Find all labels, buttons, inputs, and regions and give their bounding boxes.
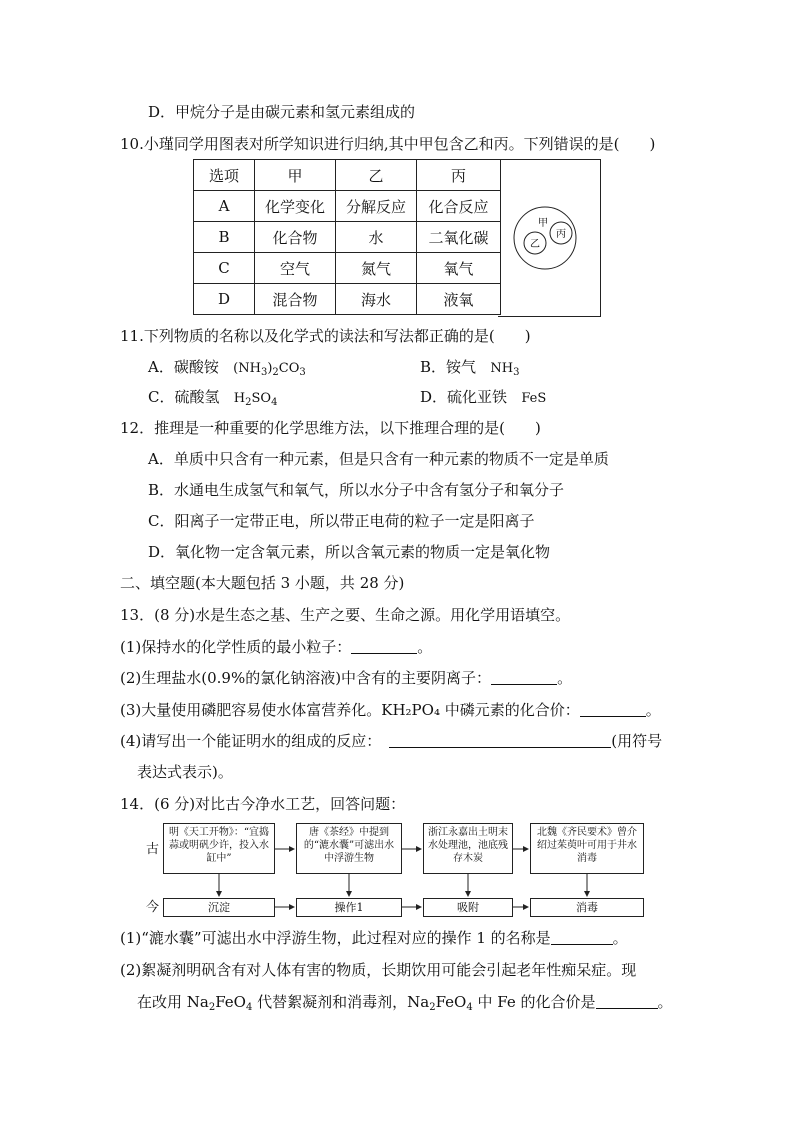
ancient-box-1: 明《天工开物》：“宜捣蒜或明矾少许，投入水缸中” xyxy=(163,823,275,874)
modern-box-1: 沉淀 xyxy=(163,898,275,917)
table-cell: 海水 xyxy=(336,284,417,315)
q11-stem: 11.下列物质的名称以及化学式的读法和写法都正确的是( ) xyxy=(120,327,531,345)
table-cell: 液氧 xyxy=(417,284,501,315)
table-header: 甲 xyxy=(255,160,336,191)
modern-box-2: 操作1 xyxy=(296,898,402,917)
q11-option-a: A．碳酸铵 $(NH_3)_2CO_3$ xyxy=(148,358,306,378)
venn-outer-label: 甲 xyxy=(538,218,548,229)
q12-option-a: A．单质中只含有一种元素，但是只含有一种元素的物质不一定是单质 xyxy=(148,450,609,468)
table-cell: B xyxy=(194,222,255,253)
q14-part2-line2: 在改用 $Na_2FeO_4$ 代替絮凝剂和消毒剂，$Na_2FeO_4$ 中 Fe 的化合价是 。 xyxy=(137,993,673,1013)
formula: FeS xyxy=(521,391,547,406)
ancient-box-3: 浙江永嘉出土明末水处理池，池底残存木炭 xyxy=(423,823,513,874)
venn-left-label: 乙 xyxy=(530,239,540,250)
table-cell: 水 xyxy=(336,222,417,253)
modern-box-4: 消毒 xyxy=(530,898,644,917)
part-text: (2)生理盐水(0.9%的氯化钠溶液)中含有的主要阴离子： xyxy=(120,669,492,687)
section-heading: 二、填空题(本大题包括 3 小题，共 28 分) xyxy=(120,574,405,592)
table-cell: 二氧化碳 xyxy=(417,222,501,253)
table-cell: 化合反应 xyxy=(417,191,501,222)
row-label-modern: 今 xyxy=(146,900,160,915)
q10-stem: 10.小瑾同学用图表对所学知识进行归纳,其中甲包含乙和丙。下列错误的是( ) xyxy=(120,135,656,153)
table-cell: D xyxy=(194,284,255,315)
part-text: (1)保持水的化学性质的最小粒子： xyxy=(120,638,352,656)
q12-stem: 12．推理是一种重要的化学思维方法，以下推理合理的是( ) xyxy=(120,419,541,437)
option-label: C．硫酸氢 xyxy=(148,388,220,406)
table-cell: 化学变化 xyxy=(255,191,336,222)
q12-option-b: B．水通电生成氢气和氧气，所以水分子中含有氢分子和氧分子 xyxy=(148,481,565,499)
venn-right-label: 丙 xyxy=(556,229,566,240)
table-cell: 混合物 xyxy=(255,284,336,315)
modern-box-3: 吸附 xyxy=(423,898,513,917)
q11-option-b: B．铵气 $NH_3$ xyxy=(420,358,520,378)
q14-part2-line1: (2)絮凝剂明矾含有对人体有害的物质，长期饮用可能会引起老年性痴呆症。现 xyxy=(120,961,637,979)
option-label: B．铵气 xyxy=(420,358,477,376)
period: 。 xyxy=(417,638,433,656)
q13-part4-continued: 表达式表示)。 xyxy=(137,763,233,781)
row-label-ancient: 古 xyxy=(146,842,160,857)
table-cell: 化合物 xyxy=(255,222,336,253)
table-header: 选项 xyxy=(194,160,255,191)
q12-option-d: D．氧化物一定含氧元素，所以含氧元素的物质一定是氧化物 xyxy=(148,543,551,561)
q13-stem: 13．(8 分)水是生态之基、生产之要、生命之源。用化学用语填空。 xyxy=(120,606,571,624)
period: 。 xyxy=(657,993,673,1011)
table-header: 丙 xyxy=(417,160,501,191)
ancient-box-2: 唐《茶经》中提到的“漉水囊”可滤出水中浮游生物 xyxy=(296,823,402,874)
answer-blank[interactable] xyxy=(551,928,613,945)
table-header: 乙 xyxy=(336,160,417,191)
option-label: D．硫化亚铁 xyxy=(420,388,508,406)
table-cell: 空气 xyxy=(255,253,336,284)
q9-option-d: D．甲烷分子是由碳元素和氢元素组成的 xyxy=(148,103,416,121)
period: 。 xyxy=(645,701,661,719)
table-cell: 分解反应 xyxy=(336,191,417,222)
period: 。 xyxy=(557,669,573,687)
q14-part1 xyxy=(120,928,628,948)
part-text: (4)请写出一个能证明水的组成的反应： xyxy=(120,732,382,750)
table-cell: 氮气 xyxy=(336,253,417,284)
ancient-box-4: 北魏《齐民要术》曾介绍过茱萸叶可用于井水消毒 xyxy=(530,823,644,874)
part-text: (3)大量使用磷肥容易使水体富营养化。KH₂PO₄ 中磷元素的化合价： xyxy=(120,701,580,719)
table-cell: 氧气 xyxy=(417,253,501,284)
part-text: (1)“漉水囊”可滤出水中浮游生物，此过程对应的操作 1 的名称是 xyxy=(120,929,551,947)
q14-stem: 14．(6 分)对比古今净水工艺，回答问题： xyxy=(120,795,406,813)
q11-option-c: C．硫酸氢 $H_2SO_4$ xyxy=(148,388,278,408)
q12-option-c: C．阳离子一定带正电，所以带正电荷的粒子一定是阳离子 xyxy=(148,512,535,530)
table-cell: C xyxy=(194,253,255,284)
option-label: A．碳酸铵 xyxy=(148,358,219,376)
answer-blank[interactable] xyxy=(596,992,658,1009)
period: 。 xyxy=(612,929,628,947)
part-text: (用符号 xyxy=(611,732,663,750)
table-cell: A xyxy=(194,191,255,222)
